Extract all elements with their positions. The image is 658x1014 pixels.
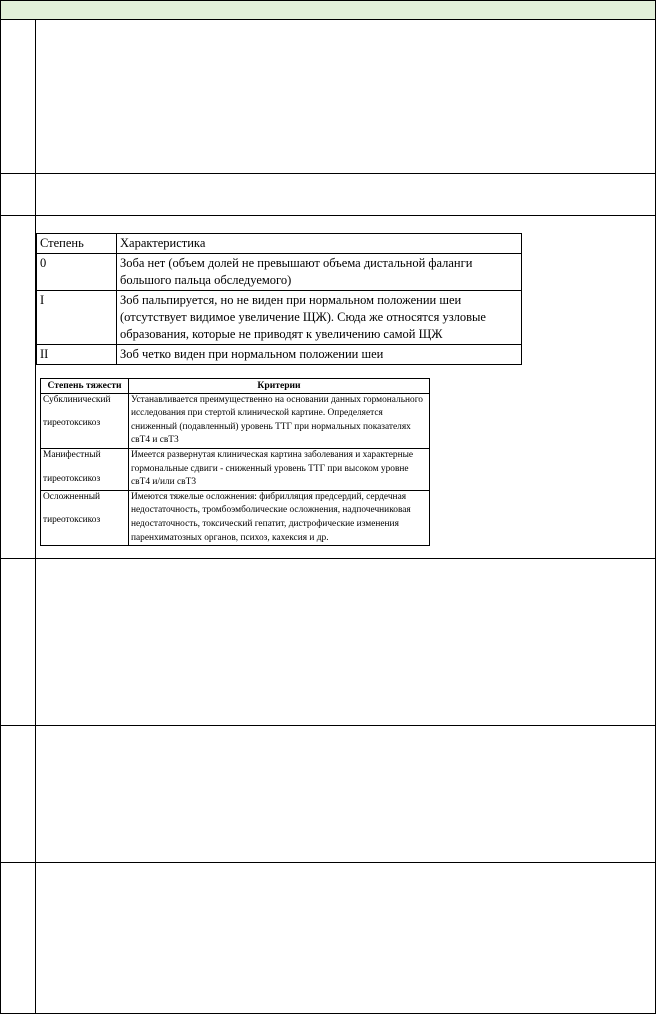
criteria-cell: Устанавливается преимущественно на основании данных гормонального исследования при стертой клинической картине. Определяется сниженный (подавленный) уровень ТТГ при нормальных показателях свТ4 и свТ3: [129, 393, 430, 448]
table-header: [41, 379, 430, 394]
criteria-cell: Имеются тяжелые осложнения: фибрилляция предсердий, сердечная недостаточность, тромбоэмболические осложнения, надпочечниковая недостаточность, токсический гепатит, дистрофические изменения паренхиматозных органов, психоз, кахексия и др.: [129, 490, 430, 545]
thyrotoxicosis-severity-table: [40, 378, 430, 546]
table-row: [0, 20, 656, 174]
table-row: [41, 393, 430, 448]
row-number-cell: [1, 216, 36, 558]
header-characteristic: Характеристика: [117, 234, 522, 254]
criteria-cell: Имеется развернутая клиническая картина заболевания и характерные гормональные сдвиги - сниженный уровень ТТГ при высоком уровне свТ4 и/или свТ3: [129, 448, 430, 490]
header-grade: Степень: [37, 234, 117, 254]
characteristic-cell: Зоб пальпируется, но не виден при нормальном положении шеи (отсутствует видимое увеличение ЩЖ). Сюда же относятся узловые образования, которые не приводят к увеличению самой ЩЖ: [117, 291, 522, 345]
header-criteria: Критерии: [129, 379, 430, 394]
table-row: [0, 559, 656, 726]
characteristic-cell: Зоба нет (объем долей не превышают объема дистальной фаланги большого пальца обследуемого): [117, 254, 522, 291]
table-row: [41, 490, 430, 545]
goiter-grade-table: [36, 233, 522, 365]
severity-cell: [41, 448, 129, 490]
row-number-cell: [1, 174, 36, 215]
table-row: [41, 448, 430, 490]
severity-name-line2: тиреотоксикоз: [43, 515, 101, 526]
grade-cell: II: [37, 345, 117, 365]
severity-name: Субклинический: [43, 394, 111, 405]
table-header-row: [0, 0, 656, 20]
table-row: [0, 174, 656, 216]
row-number-cell: [1, 20, 36, 173]
table-header: [37, 234, 522, 254]
severity-name: Манифестный: [43, 449, 101, 460]
table-row: [37, 291, 522, 345]
grade-cell: I: [37, 291, 117, 345]
table-row: [37, 254, 522, 291]
severity-name-line2: тиреотоксикоз: [43, 418, 101, 429]
table-row: [0, 863, 656, 1014]
severity-name: Осложненный: [43, 491, 101, 502]
row-number-cell: [1, 559, 36, 725]
row-number-cell: [1, 863, 36, 1013]
grade-cell: 0: [37, 254, 117, 291]
table-row: [37, 345, 522, 365]
table-row: [0, 726, 656, 863]
characteristic-cell: Зоб четко виден при нормальном положении шеи: [117, 345, 522, 365]
header-severity: Степень тяжести: [41, 379, 129, 394]
row-number-cell: [1, 726, 36, 862]
severity-cell: [41, 393, 129, 448]
severity-name-line2: тиреотоксикоз: [43, 473, 101, 484]
severity-cell: [41, 490, 129, 545]
